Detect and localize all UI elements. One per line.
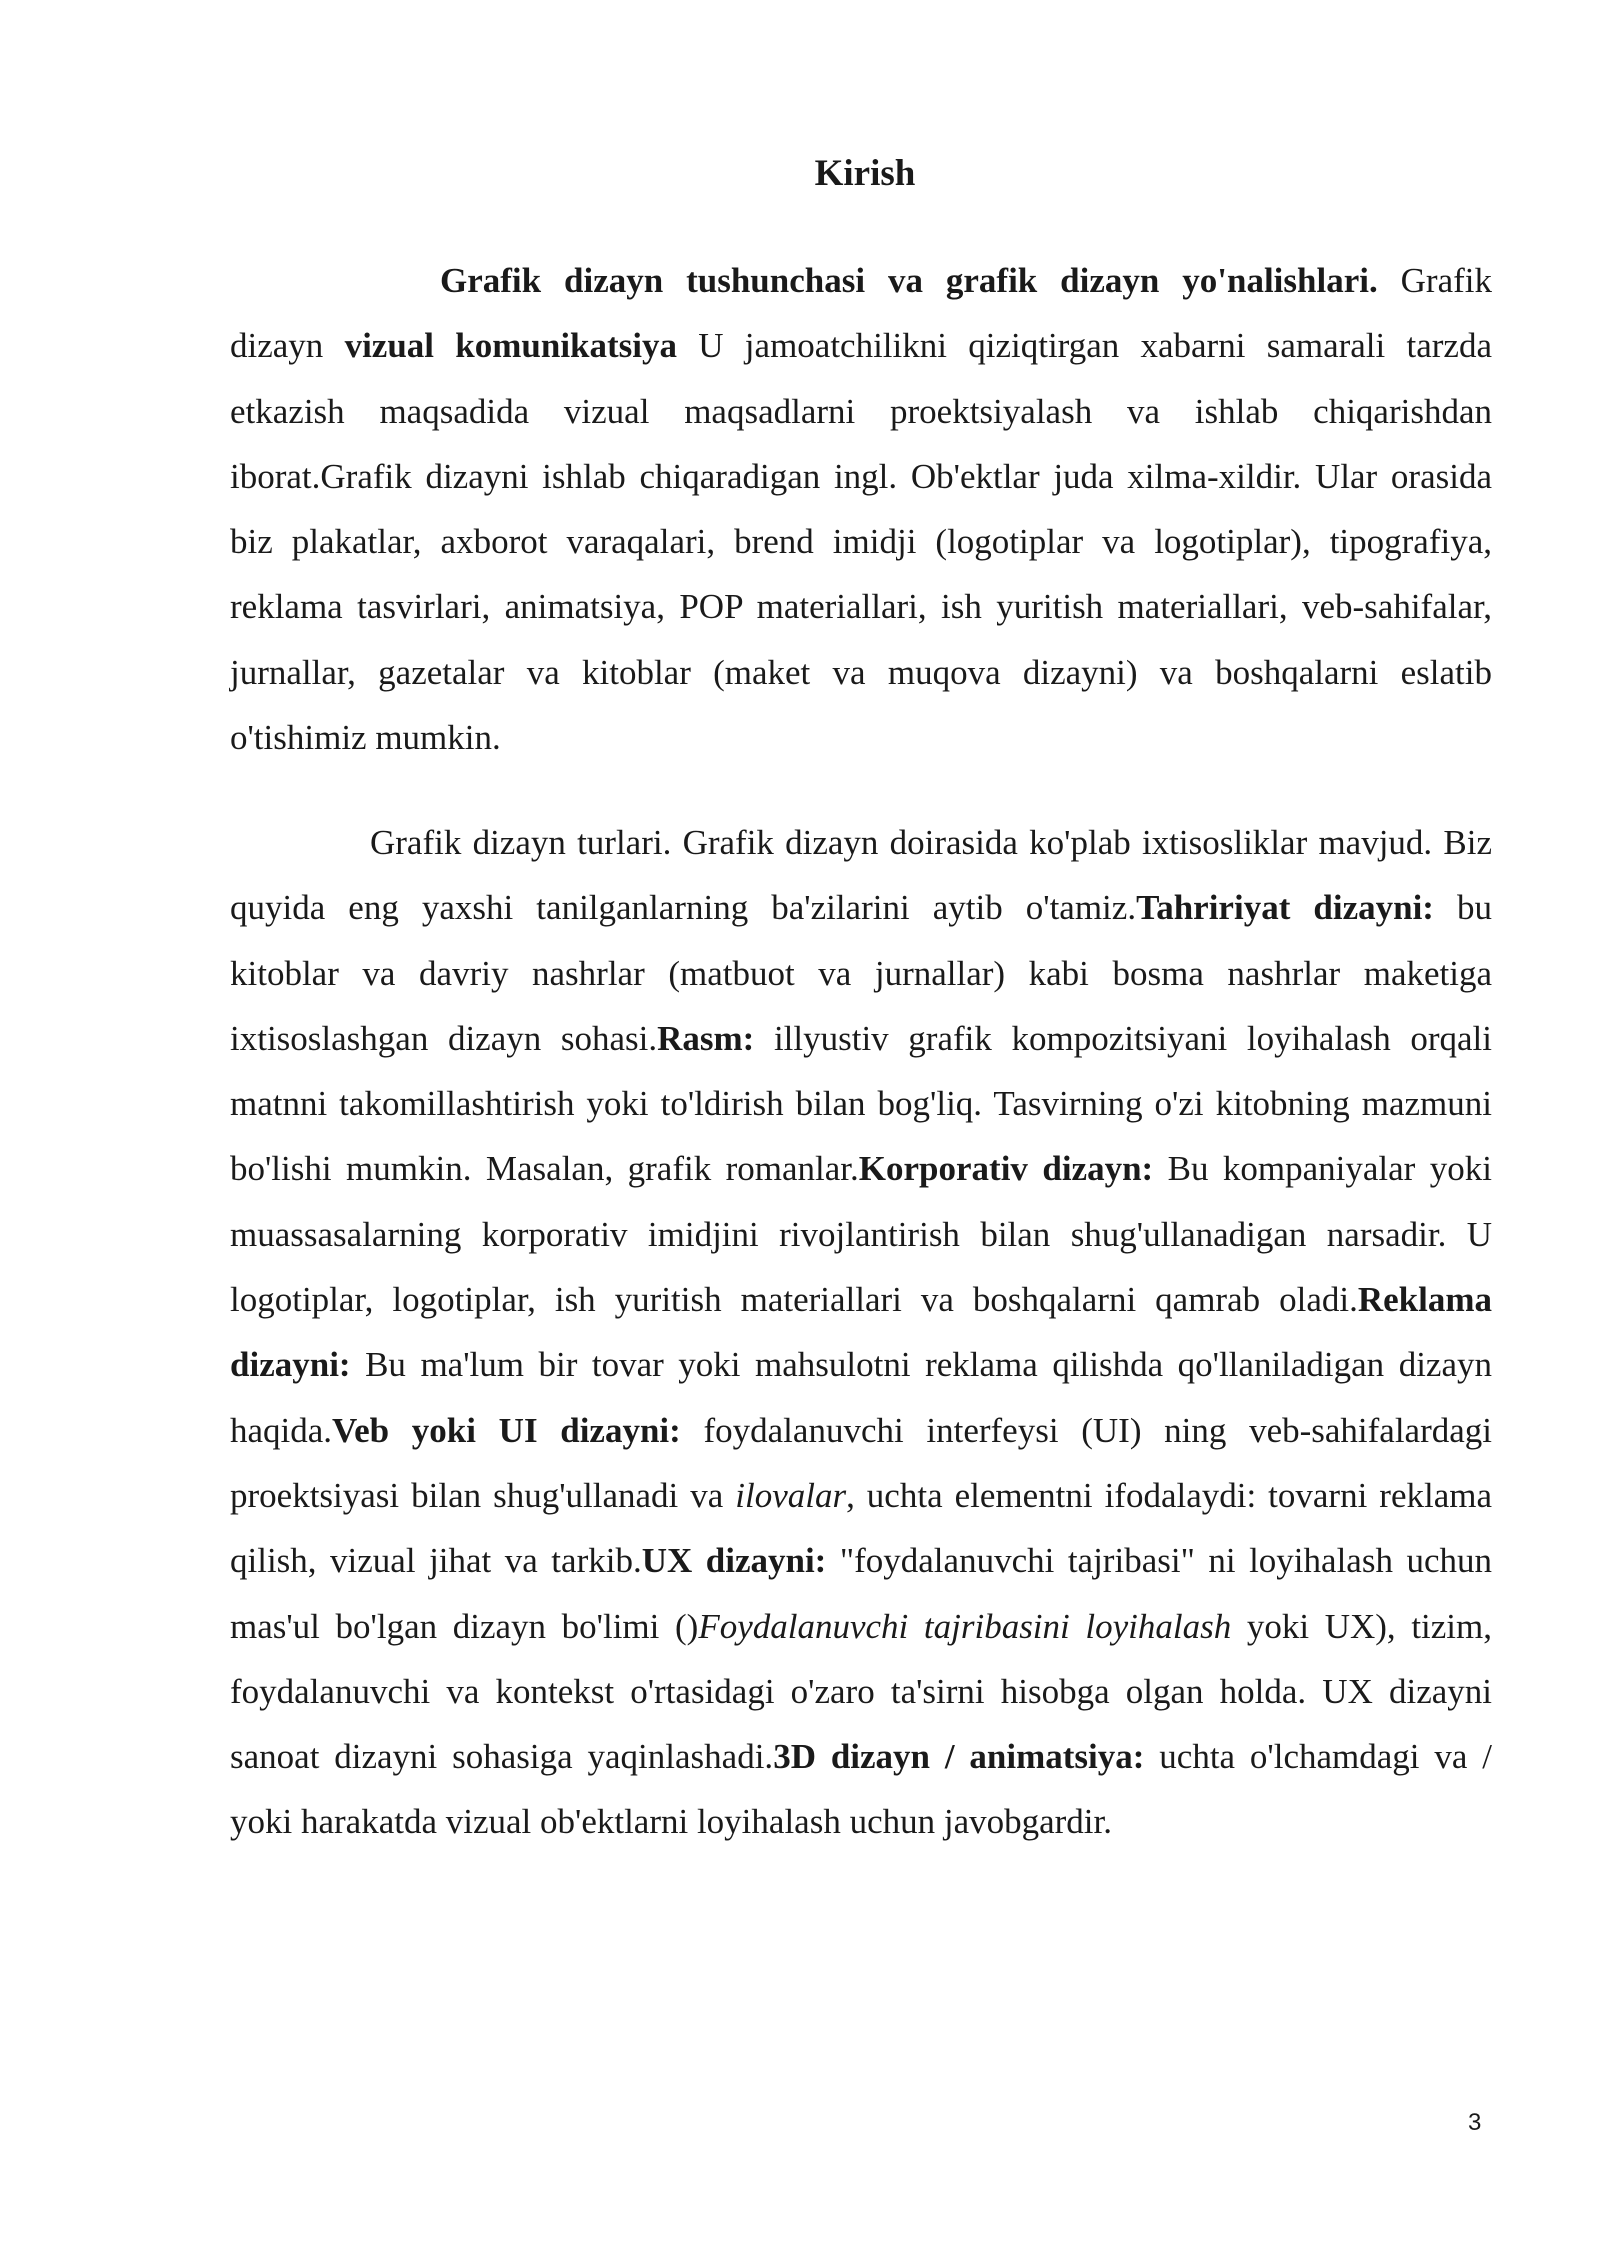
paragraph-text: foydalanuvchi interfeysi (UI) ning veb-sahifalardagi proektsiyasi bilan shug'ullanadi va [230,1410,1492,1515]
paragraph-text: uchta o'lchamdagi va / yoki harakatda vizual ob'ektlarni loyihalash uchun javobgardir. [230,1737,1492,1842]
section-heading: Grafik dizayn tushunchasi va grafik dizayn yo'nalishlari. [440,261,1378,300]
paragraph-text: Bu ma'lum bir tovar yoki mahsulotni reklama qilishda qo'llaniladigan dizayn haqida. [230,1345,1492,1450]
paragraph-intro [230,248,1492,770]
italic-term: Foydalanuvchi tajribasini loyihalash [698,1606,1232,1646]
page-title: Kirish [814,153,916,194]
paragraph-text: U jamoatchilikni qiziqtirgan xabarni samarali tarzda etkazish maqsadida vizual maqsadlarni proektsiyalash va ishlab chiqarishdan iborat.Grafik dizayni ishlab chiqaradigan ingl. Ob'ektlar juda xilma-xildir. Ular orasida biz plakatlar, axborot varaqalari, brend imidji (logotiplar va logotiplar), tipografiya, reklama tasvirlari, animatsiya, POP materiallari, ish yuritish materiallari, veb-sahifalar, jurnallar, gazetalar va kitoblar (maket va muqova dizayni) va boshqalarni eslatib o'tishimiz mumkin. [230,326,1492,758]
term-editorial-design: Tahririyat dizayni: [1136,888,1434,928]
term-visual-communication: vizual komunikatsiya [344,326,678,366]
paragraph-text: Bu kompaniyalar yoki muassasalarning korporativ imidjini rivojlantirish bilan shug'ullanadigan narsadir. U logotiplar, logotiplar, ish yuritish materiallari va boshqalarni qamrab oladi. [230,1149,1492,1320]
paragraph-text: bu kitoblar va davriy nashrlar (matbuot va jurnallar) kabi bosma nashrlar maketiga ixtisoslashgan dizayn sohasi. [230,888,1493,1058]
paragraph-text: illyustiv grafik kompozitsiyani loyihalash orqali matnni takomillashtirish yoki to'ldirish bilan bog'liq. Tasvirning o'zi kitobning mazmuni bo'lishi mumkin. Masalan, grafik romanlar. [230,1018,1493,1189]
paragraph-text: "foydalanuvchi tajribasi" ni loyihalash uchun mas'ul bo'lgan dizayn bo'limi () [230,1541,1492,1646]
term-illustration: Rasm: [657,1018,755,1058]
paragraph-text: Grafik dizayn [230,261,1492,366]
paragraph-design-types [230,810,1492,1855]
paragraph-text: , uchta elementni ifodalaydi: tovarni reklama qilish, vizual jihat va tarkib. [230,1475,1492,1581]
page-number: 3 [1468,2109,1482,2136]
term-web-ui-design: Veb yoki UI dizayni: [332,1410,681,1450]
term-3d-animation: 3D dizayn / animatsiya: [773,1737,1145,1777]
term-ux-design: UX dizayni: [641,1541,827,1581]
term-advertising-design: Reklama dizayni: [230,1280,1492,1385]
paragraph-text: Grafik dizayn turlari. Grafik dizayn doirasida ko'plab ixtisosliklar mavjud. Biz quyida eng yaxshi tanilganlarning ba'zilarini aytib o'tamiz. [230,823,1492,928]
term-corporate-design: Korporativ dizayn: [858,1149,1154,1189]
paragraph-text: yoki UX), tizim, foydalanuvchi va kontekst o'rtasidagi o'zaro ta'sirni hisobga olgan holda. UX dizayni sanoat dizayni sohasiga yaqinlashadi. [230,1606,1493,1777]
italic-term: ilovalar [735,1475,847,1515]
